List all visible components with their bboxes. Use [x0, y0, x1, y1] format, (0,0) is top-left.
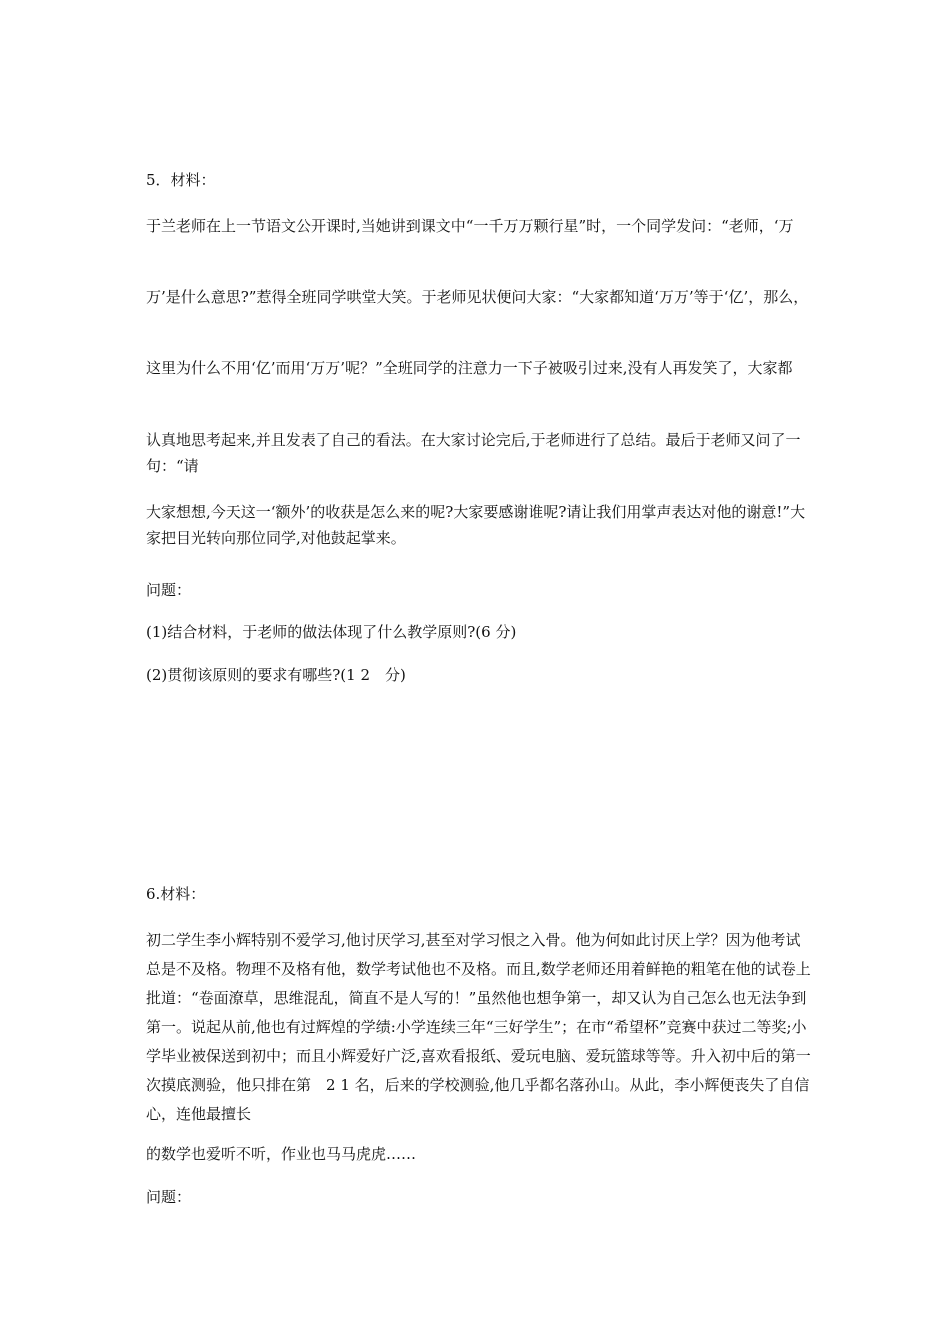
q5-question-label: 问题： — [146, 581, 192, 599]
q5-heading: 5．材料： — [146, 171, 216, 189]
q5-paragraph-5: 大家想想,今天这一‘额外’的收获是怎么来的呢?大家要感谢谁呢?请让我们用掌声表达对他的谢意!”大家把目光转向那位同学,对他鼓起掌来。 — [146, 503, 806, 547]
q5-question-2: (2)贯彻该原则的要求有哪些?(1 2 分) — [146, 666, 406, 684]
q5-paragraph-2: 万’是什么意思?”惹得全班同学哄堂大笑。于老师见状便问大家：“大家都知道‘万万’等于‘亿’，那么， — [146, 288, 809, 306]
q6-question-label: 问题： — [146, 1188, 192, 1206]
q6-heading: 6.材料： — [146, 885, 206, 903]
q5-paragraph-1: 于兰老师在上一节语文公开课时,当她讲到课文中“一千万万颗行星”时，一个同学发问：“老师，‘万 — [146, 217, 794, 235]
q5-paragraph-3: 这里为什么不用‘亿’而用‘万万’呢？”全班同学的注意力一下子被吸引过来,没有人再发笑了，大家都 — [146, 359, 793, 377]
q6-paragraph-2: 的数学也爱听不听，作业也马马虎虎…… — [146, 1145, 417, 1163]
q6-paragraph-1: 初二学生李小辉特别不爱学习,他讨厌学习,甚至对学习恨之入骨。他为何如此讨厌上学？因为他考试总是不及格。物理不及格有他，数学考试他也不及格。而且,数学老师还用着鲜艳的粗笔在他的试卷上批道：“卷面潦草，思维混乱，简直不是人写的！”虽然他也想争第一，却又认为自己怎么也无法争到第一。说起从前,他也有过辉煌的学绩:小学连续三年“三好学生”；在市“希望杯”竞赛中获过二等奖;小学毕业被保送到初中；而且小辉爱好广泛,喜欢看报纸、爱玩电脑、爱玩篮球等等。升入初中后的第一次摸底测验，他只排在第 2 1 名，后来的学校测验,他几乎都名落孙山。从此，李小辉便丧失了自信心，连他最擅长 — [146, 931, 811, 1123]
q5-paragraph-4: 认真地思考起来,并且发表了自己的看法。在大家讨论完后,于老师进行了总结。最后于老师又问了一句：“请 — [146, 431, 801, 475]
q5-question-1: (1)结合材料，于老师的做法体现了什么教学原则?(6 分) — [146, 623, 517, 641]
